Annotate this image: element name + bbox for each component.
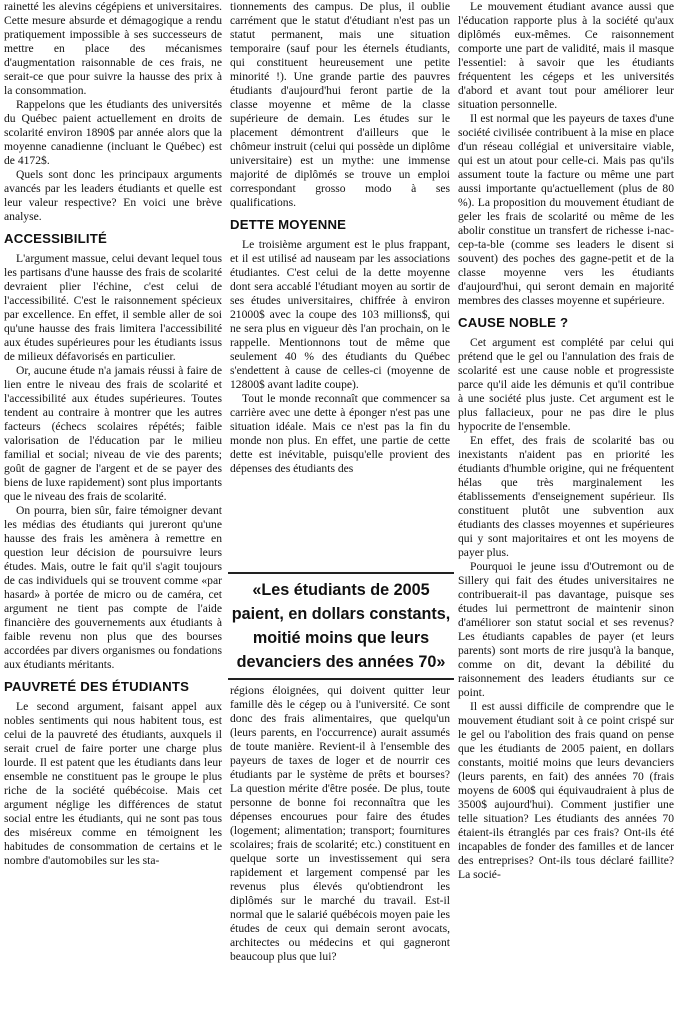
column-middle-bottom xyxy=(230,684,450,1036)
section-heading-cause-noble: CAUSE NOBLE ? xyxy=(458,315,569,330)
pull-quote-line: paient, en dollars constants, xyxy=(231,605,451,623)
paragraph: On pourra, bien sûr, faire témoigner devant les médias des étudiants qui jureront qu'une hausse des frais les amènera à remettre en question leur décision de poursuivre leurs études. Mais, outre le fait qu'il s'agit toujours de cas individuels qui se trouvent comme «par hasard» à portée de micro ou de caméra, cet argument ne tient pas compte de l'aide financière des gouvernements aux étudiants à faible revenu non plus que des bourses accordées par divers organismes ou fondations aux étudiants méritants. xyxy=(4,504,222,671)
column-right xyxy=(458,0,674,1036)
pull-quote-line: devanciers des années 70» xyxy=(236,653,446,671)
paragraph: Rappelons que les étudiants des universités du Québec paient actuellement en droits de scolarité environ 1890$ par année alors que la moyenne canadienne (incluant le Québec) est de 4172$. xyxy=(4,98,222,167)
paragraph: En effet, des frais de scolarité bas ou inexistants n'aident pas en priorité les étudiants d'humble origine, qui ne fréquentent hélas que très marginalement les établissements d'enseignement supérieur. Ils constituent plutôt une subvention aux étudiants des classes moyennes et supérieures qui y sont majoritaires et ont les moyens de payer plus. xyxy=(458,434,674,559)
paragraph: régions éloignées, qui doivent quitter leur famille dès le cégep ou à l'université. Ce sont donc des frais alimentaires, que quelqu'un (leurs parents, en l'occurrence) aurait assumés de toute manière. Revient-il à l'ensemble des payeurs de taxes de loger et de nourrir ces étudiants par le système de prêts et bourses? La question mérite d'être posée. De plus, toute personne de bonne foi reconnaîtra que les dépenses encourues pour faire des études (logement; alimentation; transport; fournitures scolaires; frais de scolarité; etc.) constituent en quelque sorte un investissement qui sera rapidement et largement compensé par les revenus plus élevés qu'obtiendront les diplômés sur le marché du travail. Est-il normal que le salarié québécois moyen paie les études de ceux qui demain seront avocats, architectes ou médecins et qui gagneront beaucoup plus que lui? xyxy=(230,684,450,963)
paragraph: Cet argument est complété par celui qui prétend que le gel ou l'annulation des frais de scolarité est une cause noble et progressiste parce qu'il aide les démunis et qu'il contribue à une société plus juste. Cet argument est le plus fallacieux, pour ne pas dire le plus hypocrite de l'ensemble. xyxy=(458,336,674,433)
column-left xyxy=(4,0,222,1036)
paragraph: Pourquoi le jeune issu d'Outremont ou de Sillery qui fait des études universitaires ne contribuerait-il pas davantage, puisque ses études lui permettront de maintenir sinon d'améliorer son statut social et ses revenus? Les étudiants capables de payer (et leurs parents) sont morts de rire jusqu'à la banque, comme on dit, devant la débilité du raisonnement des leaders étudiants sur ce point. xyxy=(458,560,674,699)
paragraph: Il est aussi difficile de comprendre que le mouvement étudiant soit à ce point crispé sur le gel ou l'abolition des frais quand on pense que les étudiants de 2005 paient, en dollars constants, moitié moins que leurs devanciers (leurs parents, en fait) des années 70 (frais moyens de 600$ qui équivaudraient à plus de 3500$ aujourd'hui). Comment justifier une telle situation? Les étudiants des années 70 étaient-ils étranglés par ces frais? Ont-ils été incapables de fonder des familles et de lancer des entreprises? Ont-ils tous déclaré faillite? La socié- xyxy=(458,700,674,881)
paragraph: tionnements des campus. De plus, il oublie carrément que le statut d'étudiant n'est pas un statut permanent, mais une situation temporaire (sauf pour les éternels étudiants, qui constituent heureusement une petite minorité !). Une grande partie des pauvres étudiants d'aujourd'hui feront partie de la classe moyenne et même de la classe supérieure de demain. Les études sur le placement démontrent d'ailleurs que le chômeur instruit (celui qui possède un diplôme universitaire) est un mythe: une immense majorité de diplômés se trouve un emploi correspondant grosso modo à ses qualifications. xyxy=(230,0,450,209)
pull-quote-line: «Les étudiants de 2005 xyxy=(252,581,430,599)
column-middle-top xyxy=(230,0,450,566)
section-heading-accessibilite: ACCESSIBILITÉ xyxy=(4,231,107,246)
paragraph: Or, aucune étude n'a jamais réussi à faire de lien entre le niveau des frais de scolarité et l'accessibilité aux études supérieures. Toutes tendent au contraire à montrer que les autres facteurs (échecs scolaires répétés; faible valorisation de l'éducation par le milieu familial et social; niveau de vie des parents; goût de gagner de l'argent et de se payer des biens de luxe rapidement) sont plus importants que le niveau des frais de scolarité. xyxy=(4,364,222,503)
pull-quote xyxy=(228,572,454,680)
paragraph: Le mouvement étudiant avance aussi que l'éducation rapporte plus à la société qu'aux diplômés eux-mêmes. Ce raisonnement comporte une part de validité, mais il masque l'essentiel: à savoir que les étudiants fréquentent les cégeps et les universités d'abord et avant tout pour améliorer leur situation personnelle. xyxy=(458,0,674,111)
paragraph: Il est normal que les payeurs de taxes d'une société civilisée contribuent à la mise en place d'un réseau collégial et universitaire viable, qui est un atout pour celle-ci. Mais pas qu'ils assument toute la facture ou même une part aussi importante qu'actuellement (plus de 80 %). La proposition du mouvement étudiant de geler les frais de scolarité ou même de les abolir constitue un transfert de richesse i-nac-cep-ta-ble (comme ses leaders le disent si souvent) des poches des gagne-petit et de la classe moyenne vers les étudiants d'aujourd'hui, qui seront demain en majorité membres des classes moyenne et supérieure. xyxy=(458,112,674,307)
paragraph: Le troisième argument est le plus frappant, et il est utilisé ad nauseam par les associations étudiantes. C'est celui de la dette moyenne dont sera accablé l'étudiant moyen au sortir de ses études universitaires, chiffrée à environ 21000$ avec la coupe des 103 millions$, qui ne sera plus en vigueur dès l'an prochain, on le rappelle. Mentionnons tout de même que seulement 40 % des étudiants du Québec s'endettent à cause de celles-ci (moyenne de 12800$ avant ladite coupe). xyxy=(230,238,450,391)
paragraph: Tout le monde reconnaît que commencer sa carrière avec une dette à éponger n'est pas une situation idéale. Mais ce n'est pas la fin du monde non plus. En effet, une partie de cette dette est inévitable, puisqu'elle provient des dépenses des étudiants des xyxy=(230,392,450,475)
pull-quote-line: moitié moins que leurs xyxy=(252,629,430,647)
paragraph: rainetté les alevins cégépiens et universitaires. Cette mesure absurde et démagogique a rendu pratiquement impossible à ses successeurs de mettre en place des mécanismes d'augmentation raisonnable de ces frais, ne serait-ce que pour suivre la hausse des prix à la consommation. xyxy=(4,0,222,97)
paragraph: Quels sont donc les principaux arguments avancés par les leaders étudiants et quelle est leur valeur respective? En voici une brève analyse. xyxy=(4,168,222,223)
section-heading-dette: DETTE MOYENNE xyxy=(230,217,347,232)
section-heading-pauvrete: PAUVRETÉ DES ÉTUDIANTS xyxy=(4,679,190,694)
paragraph: Le second argument, faisant appel aux nobles sentiments qui nous habitent tous, est celui de la pauvreté des étudiants, auxquels il serait cruel de faire porter une charge plus lourde. Il est patent que les étudiants dans leur ensemble ne constituent pas le groupe le plus riche de la société québécoise. Mais cet argument néglige les différences de statut social entre les étudiants, qui ne sont pas tous des miséreux comme en témoignent les habitudes de consommation de certains et le nombre d'automobiles sur les sta- xyxy=(4,700,222,867)
paragraph: L'argument massue, celui devant lequel tous les partisans d'une hausse des frais de scolarité devraient plier l'échine, c'est celui de l'accessibilité. C'est le raisonnement spécieux par excellence. En effet, il semble aller de soi qu'une hausse des frais limitera l'accessibilité aux études supérieures pour les étudiants issus de milieux défavorisés en particulier. xyxy=(4,252,222,363)
